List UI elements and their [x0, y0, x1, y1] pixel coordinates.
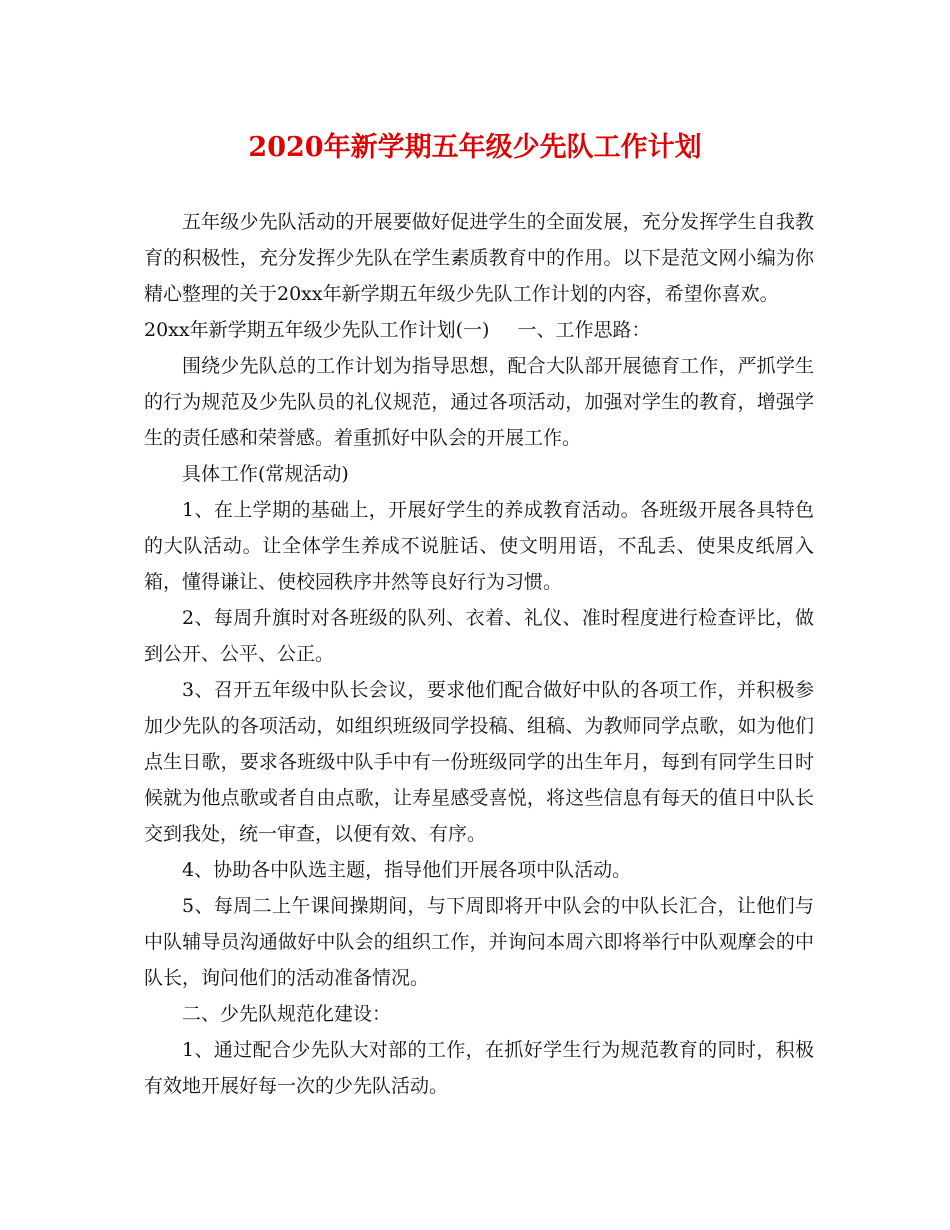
- section1-heading: 一、工作思路：: [517, 319, 651, 341]
- item-5: 5、每周二上午课间操期间，与下周即将开中队会的中队长汇合，让他们与中队辅导员沟通做好中队会的组织工作，并询问本周六即将举行中队观摩会的中队长，询问他们的活动准备情况。: [144, 895, 814, 989]
- specific-heading: 具体工作(常规活动): [182, 463, 349, 485]
- intro-paragraph: 五年级少先队活动的开展要做好促进学生的全面发展，充分发挥学生自我教育的积极性，充分发挥少先队在学生素质教育中的作用。以下是范文网小编为你精心整理的关于20xx年新学期五年级少先队工作计划的内容，希望你喜欢。: [144, 211, 814, 305]
- item-4: 4、协助各中队选主题，指导他们开展各项中队活动。: [182, 859, 632, 881]
- section2-item-1: 1、通过配合少先队大对部的工作，在抓好学生行为规范教育的同时，积极有效地开展好每一次的少先队活动。: [144, 1039, 814, 1097]
- plan-heading-line: [144, 312, 814, 348]
- plan-heading: 20xx年新学期五年级少先队工作计划(一): [144, 319, 490, 341]
- item-3: 3、召开五年级中队长会议，要求他们配合做好中队的各项工作，并积极参加少先队的各项活动，如组织班级同学投稿、组稿、为教师同学点歌，如为他们点生日歌，要求各班级中队手中有一份班级同学的出生年月，每到有同学生日时候就为他点歌或者自由点歌，让寿星感受喜悦，将这些信息有每天的值日中队长交到我处，统一审查，以便有效、有序。: [144, 679, 814, 845]
- section2-heading: 二、少先队规范化建设：: [182, 1003, 392, 1025]
- item-1: 1、在上学期的基础上，开展好学生的养成教育活动。各班级开展各具特色的大队活动。让全体学生养成不说脏话、使文明用语，不乱丢、使果皮纸屑入箱，懂得谦让、使校园秩序井然等良好行为习惯。: [144, 499, 814, 593]
- document-body: [144, 204, 814, 1104]
- item-2: 2、每周升旗时对各班级的队列、衣着、礼仪、准时程度进行检查评比，做到公开、公平、公正。: [144, 607, 814, 665]
- section1-paragraph: 围绕少先队总的工作计划为指导思想，配合大队部开展德育工作，严抓学生的行为规范及少先队员的礼仪规范，通过各项活动，加强对学生的教育，增强学生的责任感和荣誉感。着重抓好中队会的开展工作。: [144, 355, 814, 449]
- document-title: 2020年新学期五年级少先队工作计划: [248, 132, 702, 163]
